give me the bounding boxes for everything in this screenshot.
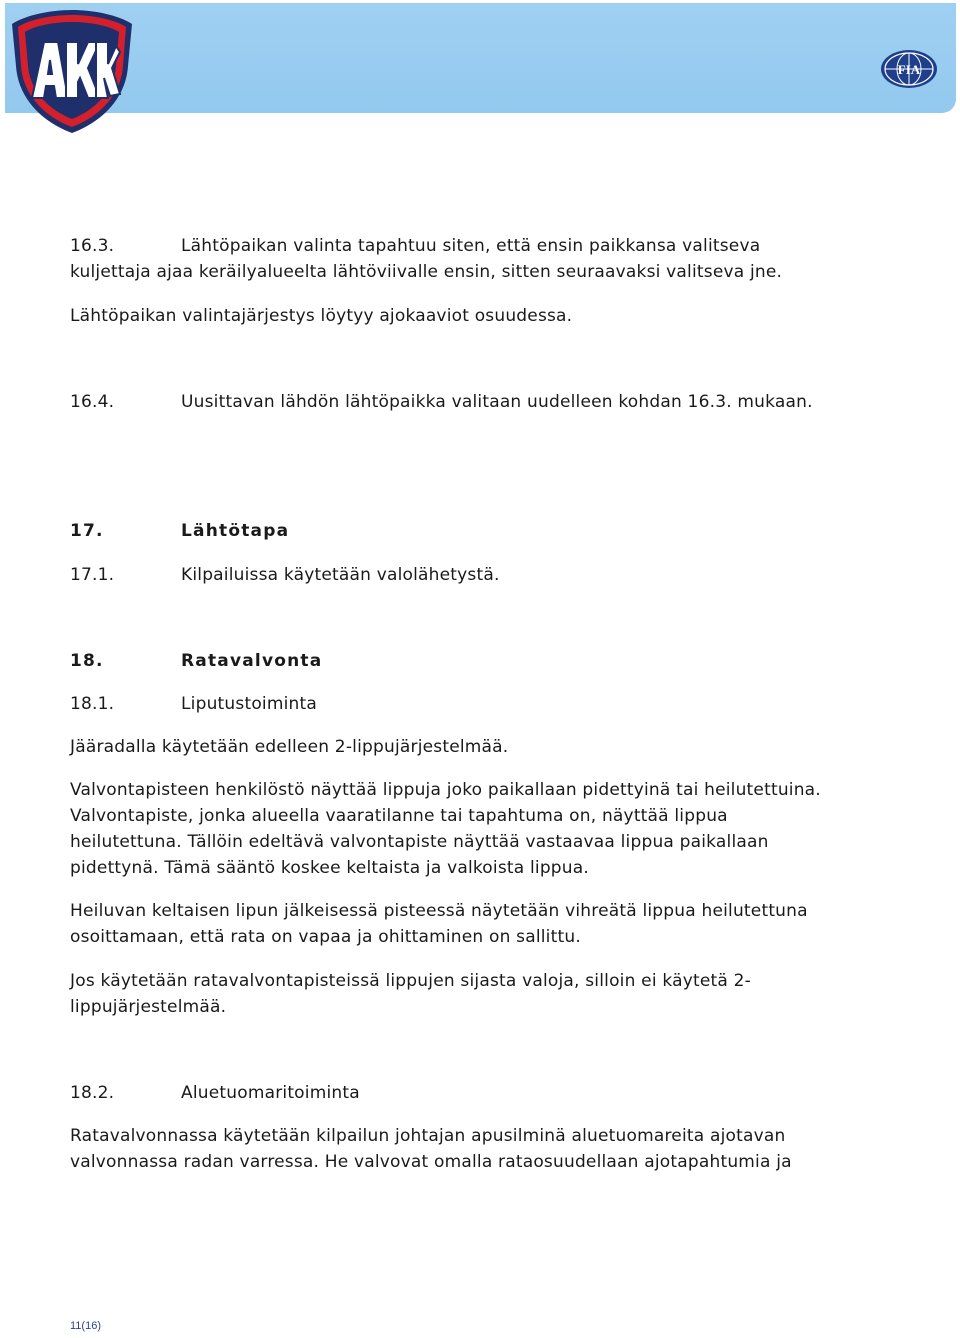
page-number: 11(16) (70, 1320, 101, 1332)
heading-17 (70, 518, 289, 544)
fia-logo (879, 48, 939, 90)
paragraph-18-1-p3-line-1: Heiluvan keltaisen lipun jälkeisessä pisteessä näytetään vihreätä lippua heilutettuna (70, 901, 808, 921)
paragraph-18-2-p1-line-1: Ratavalvonnassa käytetään kilpailun johtajan apusilminä aluetuomareita ajotavan (70, 1126, 786, 1146)
heading-18 (70, 648, 322, 674)
akk-logo (8, 6, 136, 136)
section-text: Uusittavan lähdön lähtöpaikka valitaan uudelleen kohdan 16.3. mukaan. (181, 392, 813, 412)
svg-text:FIA: FIA (897, 62, 921, 77)
section-16-3-line-2: kuljettaja ajaa keräilyalueelta lähtöviivalle ensin, sitten seuraavaksi valitseva jne. (70, 262, 783, 282)
section-16-4 (70, 389, 813, 415)
paragraph-18-1-p4-line-1: Jos käytetään ratavalvontapisteissä lippujen sijasta valoja, silloin ei käytetä 2- (70, 971, 751, 991)
section-number: 18.2. (70, 1083, 115, 1103)
paragraph-18-1-p2-line-3: heilutettuna. Tällöin edeltävä valvontapiste näyttää vastaavaa lippua paikallaan (70, 832, 769, 852)
section-17-1 (70, 562, 500, 588)
paragraph-18-1-p2-line-2: Valvontapiste, jonka alueella vaaratilanne tai tapahtuma on, näyttää lippua (70, 806, 728, 826)
paragraph-18-2-p1-line-2: valvonnassa radan varressa. He valvovat omalla rataosuudellaan ajotapahtumia ja (70, 1152, 792, 1172)
paragraph-18-1-p3-line-2: osoittamaan, että rata on vapaa ja ohittaminen on sallittu. (70, 927, 581, 947)
subheading-18-1 (70, 691, 317, 717)
heading-title: Ratavalvonta (181, 651, 323, 671)
section-16-3-line-1 (70, 233, 760, 259)
heading-number: 18. (70, 651, 104, 671)
heading-number: 17. (70, 521, 104, 541)
paragraph-18-1-p2-line-4: pidettynä. Tämä sääntö koskee keltaista ja valkoista lippua. (70, 858, 589, 878)
section-title: Liputustoiminta (181, 694, 317, 714)
subheading-18-2 (70, 1080, 360, 1106)
header-band (5, 3, 956, 113)
section-number: 17.1. (70, 565, 115, 585)
paragraph-18-1-p4-line-2: lippujärjestelmää. (70, 997, 227, 1017)
paragraph-18-1-p2-line-1: Valvontapisteen henkilöstö näyttää lippuja joko paikallaan pidettyinä tai heilutettuina. (70, 780, 821, 800)
paragraph-18-1-p1: Jääradalla käytetään edelleen 2-lippujärjestelmää. (70, 737, 509, 757)
heading-title: Lähtötapa (181, 521, 290, 541)
section-text: Kilpailuissa käytetään valolähetystä. (181, 565, 500, 585)
section-text: Lähtöpaikan valinta tapahtuu siten, että ensin paikkansa valitseva (181, 236, 761, 256)
section-number: 16.4. (70, 392, 115, 412)
section-number: 16.3. (70, 236, 115, 256)
section-16-3-line-3: Lähtöpaikan valintajärjestys löytyy ajokaaviot osuudessa. (70, 306, 573, 326)
section-number: 18.1. (70, 694, 115, 714)
section-title: Aluetuomaritoiminta (181, 1083, 360, 1103)
